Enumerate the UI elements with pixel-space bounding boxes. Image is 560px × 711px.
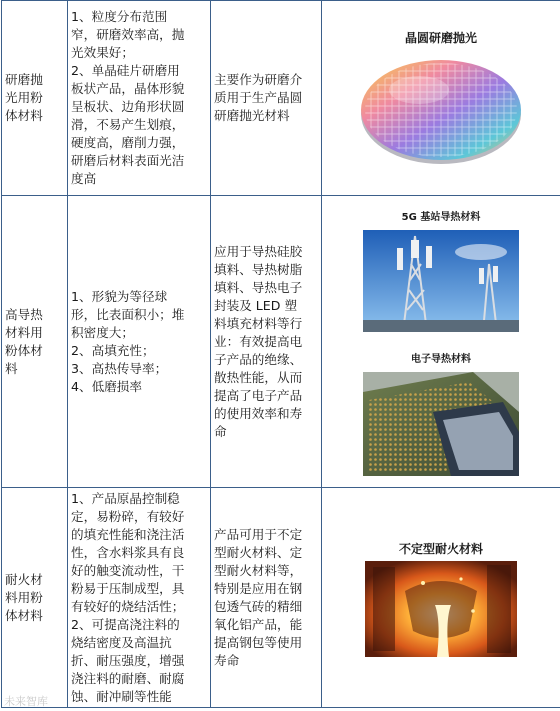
material-name: 高导热 材料用 粉体材 料: [5, 306, 43, 376]
image-title: 电子导热材料: [411, 353, 471, 365]
material-name-cell: [2, 1, 68, 196]
cpu-chip-image: [363, 372, 519, 476]
molten-steel-image: [365, 561, 517, 657]
image-cell: [322, 488, 560, 708]
material-name: 耐火材 料用粉 体材料: [5, 571, 43, 623]
application-cell: [211, 1, 322, 196]
image-title: 不定型耐火材料: [398, 541, 483, 556]
features-text: 1、形貌为等径球 形，比表面积小；堆 积密度大； 2、高填充性； 3、高热传导率； 4、低磨损率: [71, 288, 185, 394]
application-cell: [211, 488, 322, 708]
table-row: [2, 1, 560, 196]
table-row: [2, 488, 560, 708]
features-text: 1、产品原晶控制稳 定，易粉碎，有较好 的填充性能和浇注活 性，含水料浆具有良 好的触变流动性，干 粉易于压制成型，具 有较好的烧结活性； 2、可提高浇注料的 烧结密度及高温抗 折、耐压强度，增强 浇注料的耐磨、耐腐 蚀、耐冲刷等性能: [71, 490, 185, 704]
image-cell: [322, 1, 560, 196]
image-cell: [322, 196, 560, 488]
watermark: 未来智库: [4, 695, 48, 708]
features-cell: [68, 488, 211, 708]
silicon-wafer-image: [357, 50, 525, 168]
product-table: [1, 0, 560, 708]
application-text: 主要作为研磨介 质用于生产晶圆 研磨抛光材料: [214, 72, 303, 123]
features-text: 1、粒度分布范围 窄，研磨效率高，抛 光效果好； 2、单晶硅片研磨用 板状产品，晶体形貌 呈板状、边角形状圆 滑，不易产生划痕， 硬度高，磨削力强， 研磨后材料表面光洁 度高: [71, 9, 185, 186]
application-text: 应用于导热硅胶 填料、导热树脂 填料、导热电子 封装及 LED 塑 料填充材料等行 业：有效提高电 子产品的绝缘、 散热性能，从而 提高了电子产品 的使用效率和寿 命: [214, 243, 303, 439]
features-cell: [68, 1, 211, 196]
image-title: 晶圆研磨抛光: [404, 31, 477, 45]
5g-tower-image: [363, 230, 519, 332]
application-text: 产品可用于不定 型耐火材料、定 型耐火材料等， 特别是应用在钢 包透气砖的精细 氧化铝产品，能 提高钢包等使用 寿命: [214, 526, 303, 668]
table-row: [2, 196, 560, 488]
application-cell: [211, 196, 322, 488]
image-title: 5G 基站导热材料: [401, 211, 481, 223]
material-name-cell: [2, 196, 68, 488]
material-name-cell: [2, 488, 68, 708]
material-name: 研磨抛 光用粉 体材料: [5, 72, 43, 123]
features-cell: [68, 196, 211, 488]
